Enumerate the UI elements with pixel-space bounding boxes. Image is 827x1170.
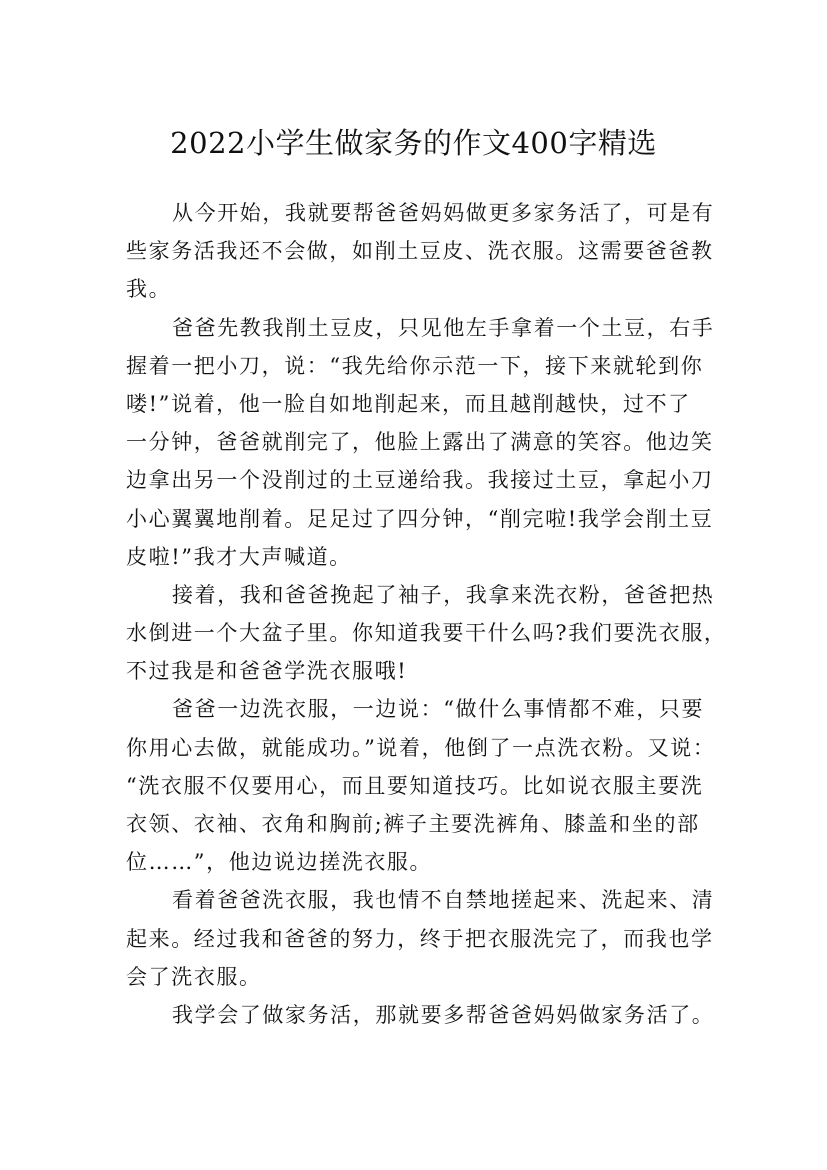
text-line: 我学会了做家务活，那就要多帮爸爸妈妈做家务活了。 (172, 1002, 715, 1027)
text-line: 起来。经过我和爸爸的努力，终于把衣服洗完了，而我也学 (126, 926, 714, 951)
text-line: 看着爸爸洗衣服，我也情不自禁地搓起来、洗起来、清 (172, 888, 715, 913)
text-line: 衣领、衣袖、衣角和胸前;裤子主要洗裤角、膝盖和坐的部 (126, 812, 700, 836)
text-line: 接着，我和爸爸挽起了袖子，我拿来洗衣粉，爸爸把热 (172, 582, 715, 607)
text-line: “洗衣服不仅要用心，而且要知道技巧。比如说衣服主要洗 (126, 773, 704, 798)
text-line: 不过我是和爸爸学洗衣服哦! (126, 659, 408, 684)
paragraph (126, 576, 726, 691)
text-line: 水倒进一个大盆子里。你知道我要干什么吗?我们要洗衣服， (126, 621, 727, 646)
text-line: 从今开始，我就要帮爸爸妈妈做更多家务活了，可是有 (172, 201, 715, 225)
text-line: 边拿出另一个没削过的土豆递给我。我接过土豆，拿起小刀 (126, 468, 714, 493)
text-line: 爸爸一边洗衣服，一边说：“做什么事情都不难，只要 (172, 697, 705, 722)
text-line: 一分钟，爸爸就削完了，他脸上露出了满意的笑容。他边笑 (126, 430, 714, 455)
paragraph (126, 996, 726, 1034)
text-line: 会了洗衣服。 (126, 964, 262, 989)
text-line: 喽!”说着，他一脸自如地削起来，而且越削越快，过不了 (126, 391, 691, 416)
text-line: 握着一把小刀，说：“我先给你示范一下，接下来就轮到你 (126, 353, 704, 378)
paragraph (126, 690, 726, 881)
text-line: 爸爸先教我削土豆皮，只见他左手拿着一个土豆，右手 (172, 315, 715, 340)
text-line: 些家务活我还不会做，如削土豆皮、洗衣服。这需要爸爸教 (126, 239, 714, 264)
paragraph (126, 309, 726, 576)
text-line: 皮啦!”我才大声喊道。 (126, 544, 352, 569)
text-line: 你用心去做，就能成功。”说着，他倒了一点洗衣粉。又说： (126, 735, 716, 760)
essay-body (126, 194, 726, 1034)
text-line: 位……”，他边说边搓洗衣服。 (126, 850, 433, 875)
paragraph (126, 881, 726, 996)
document-title: 2022小学生做家务的作文400字精选 (170, 126, 657, 161)
paragraph (126, 194, 726, 309)
text-line: 我。 (126, 277, 172, 302)
text-line: 小心翼翼地削着。足足过了四分钟，“削完啦!我学会削土豆 (126, 506, 714, 531)
